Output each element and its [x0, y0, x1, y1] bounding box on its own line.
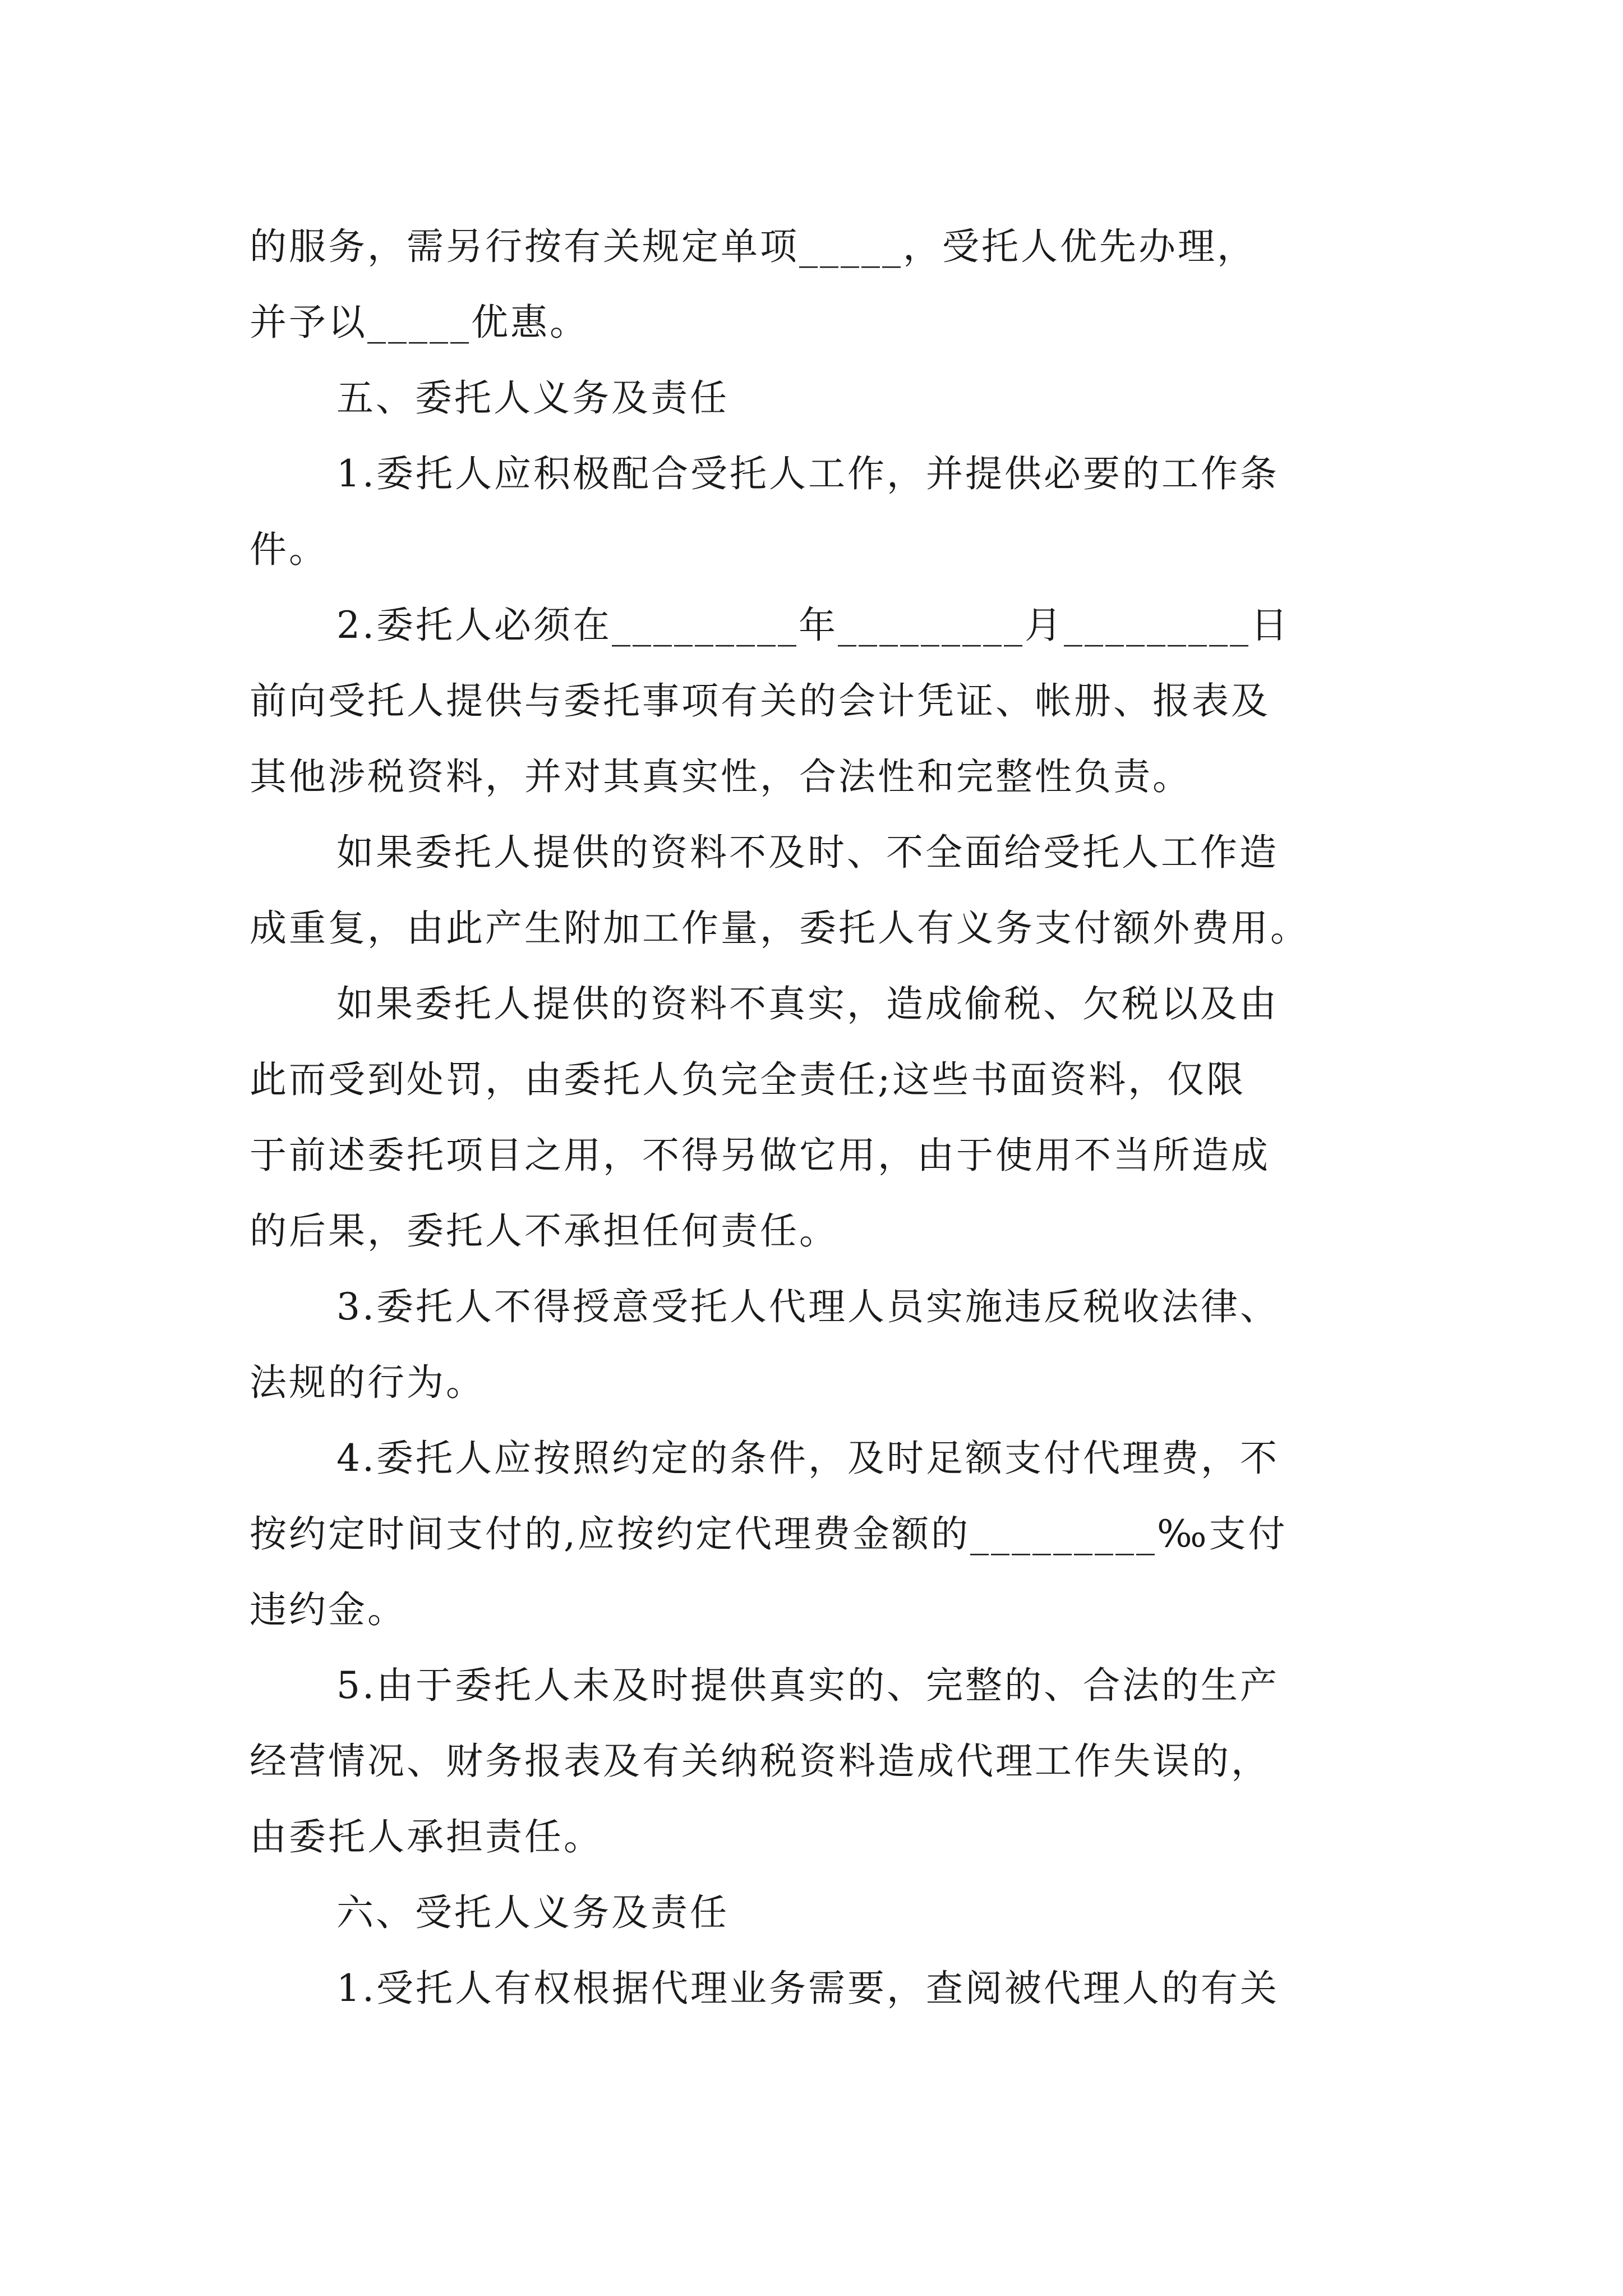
section-heading-6: 六、受托人义务及责任 — [336, 1891, 729, 1934]
section-heading-5: 五、委托人义务及责任 — [336, 376, 729, 420]
text-line-22: 由委托人承担责任。 — [250, 1815, 603, 1858]
text-line-8: 其他涉税资料，并对其真实性，合法性和完整性负责。 — [250, 755, 1192, 798]
text-line-9: 如果委托人提供的资料不及时、不全面给受托人工作造 — [336, 831, 1279, 874]
text-line-2: 并予以_____优惠。 — [250, 301, 589, 344]
text-line-19: 违约金。 — [250, 1588, 407, 1631]
text-line-11: 如果委托人提供的资料不真实，造成偷税、欠税以及由 — [336, 982, 1279, 1025]
text-line-13: 于前述委托项目之用，不得另做它用，由于使用不当所造成 — [250, 1134, 1270, 1177]
text-line-21: 经营情况、财务报表及有关纳税资料造成代理工作失误的， — [250, 1740, 1270, 1783]
text-line-10: 成重复，由此产生附加工作量，委托人有义务支付额外费用。 — [250, 907, 1310, 950]
text-line-5: 件。 — [250, 528, 328, 571]
text-line-20: 5.由于委托人未及时提供真实的、完整的、合法的生产 — [336, 1664, 1279, 1707]
text-line-15: 3.委托人不得授意受托人代理人员实施违反税收法律、 — [336, 1285, 1279, 1328]
text-line-1: 的服务，需另行按有关规定单项_____，受托人优先办理， — [250, 225, 1256, 268]
text-line-17: 4.委托人应按照约定的条件，及时足额支付代理费，不 — [336, 1437, 1279, 1480]
text-line-16: 法规的行为。 — [250, 1361, 485, 1404]
text-line-4: 1.委托人应积极配合受托人工作，并提供必要的工作条 — [336, 452, 1279, 495]
text-line-24: 1.受托人有权根据代理业务需要，查阅被代理人的有关 — [336, 1967, 1279, 2010]
text-line-12: 此而受到处罚，由委托人负完全责任;这些书面资料，仅限 — [250, 1058, 1246, 1101]
text-line-14: 的后果，委托人不承担任何责任。 — [250, 1209, 838, 1253]
text-line-18: 按约定时间支付的,应按约定代理费金额的_________‰支付 — [250, 1512, 1288, 1556]
text-line-6: 2.委托人必须在_________年_________月_________日 — [336, 604, 1290, 647]
text-line-7: 前向受托人提供与委托事项有关的会计凭证、帐册、报表及 — [250, 679, 1270, 723]
